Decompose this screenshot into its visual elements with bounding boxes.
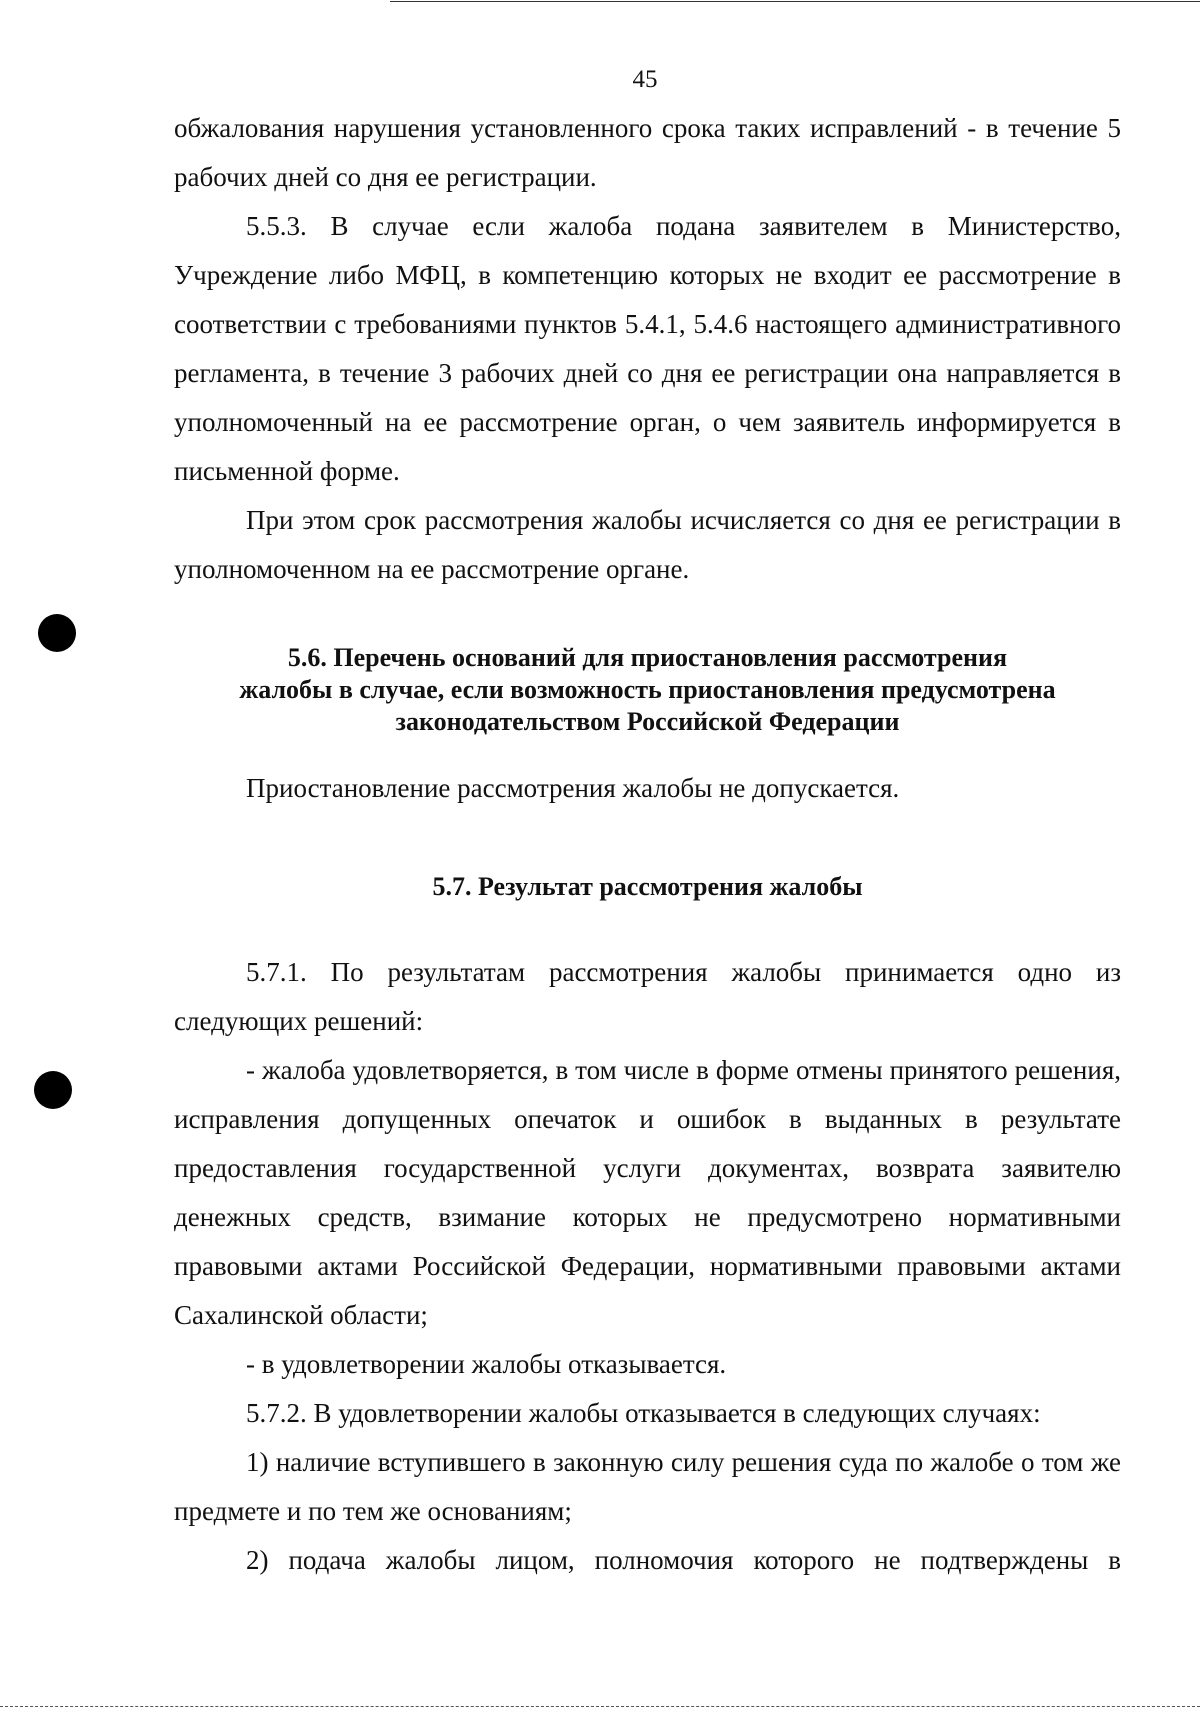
section-5-7-text: [174, 948, 1121, 1585]
section-5-7-heading: 5.7. Результат рассмотрения жалобы: [432, 872, 863, 901]
paragraph-5-7-2: 5.7.2. В удовлетворении жалобы отказывается в следующих случаях:: [246, 1398, 1041, 1428]
punch-hole-mark-bottom: [34, 1071, 72, 1109]
paragraph-review-term: При этом срок рассмотрения жалобы исчисляется со дня ее регистрации в уполномоченном на ее рассмотрение органе.: [174, 505, 1121, 584]
section-5-6-text: [174, 764, 1121, 813]
top-border-line: [390, 1, 1200, 2]
paragraph-continuation: обжалования нарушения установленного срока таких исправлений - в течение 5 рабочих дней со дня ее регистрации.: [174, 113, 1121, 192]
punch-hole-mark-top: [38, 614, 76, 652]
page-number: 45: [632, 66, 658, 93]
heading-5-6-line-3: законодательством Российской Федерации: [395, 707, 900, 736]
list-item-case-1: 1) наличие вступившего в законную силу решения суда по жалобе о том же предмете и по тем же основаниям;: [174, 1447, 1121, 1526]
paragraph-suspension-not-allowed: Приостановление рассмотрения жалобы не допускается.: [246, 773, 900, 803]
list-item-case-2: 2) подача жалобы лицом, полномочия которого не подтверждены в: [246, 1545, 1121, 1575]
list-item-complaint-satisfied: - жалоба удовлетворяется, в том числе в форме отмены принятого решения, исправления допущенных опечаток и ошибок в выданных в результате предоставления государственной услуги документах, возврата заявителю денежных средств, взимание которых не предусмотрено нормативными правовыми актами Российской Федерации, нормативными правовыми актами Сахалинской области;: [174, 1055, 1121, 1330]
heading-5-6-line-2: жалобы в случае, если возможность приостановления предусмотрена: [239, 675, 1056, 704]
paragraph-5-5-3: 5.5.3. В случае если жалоба подана заявителем в Министерство, Учреждение либо МФЦ, в компетенцию которых не входит ее рассмотрение в соответствии с требованиями пунктов 5.4.1, 5.4.6 настоящего административного регламента, в течение 3 рабочих дней со дня ее регистрации она направляется в уполномоченный на ее рассмотрение орган, о чем заявитель информируется в письменной форме.: [174, 211, 1121, 486]
bottom-border-line: [0, 1706, 1200, 1707]
section-5-5-text: [174, 104, 1121, 594]
paragraph-5-7-1: 5.7.1. По результатам рассмотрения жалобы принимается одно из следующих решений:: [174, 957, 1121, 1036]
section-5-6-heading: [174, 642, 1121, 738]
heading-5-6-line-1: 5.6. Перечень оснований для приостановления рассмотрения: [287, 643, 1008, 672]
list-item-complaint-refused: - в удовлетворении жалобы отказывается.: [246, 1349, 727, 1379]
